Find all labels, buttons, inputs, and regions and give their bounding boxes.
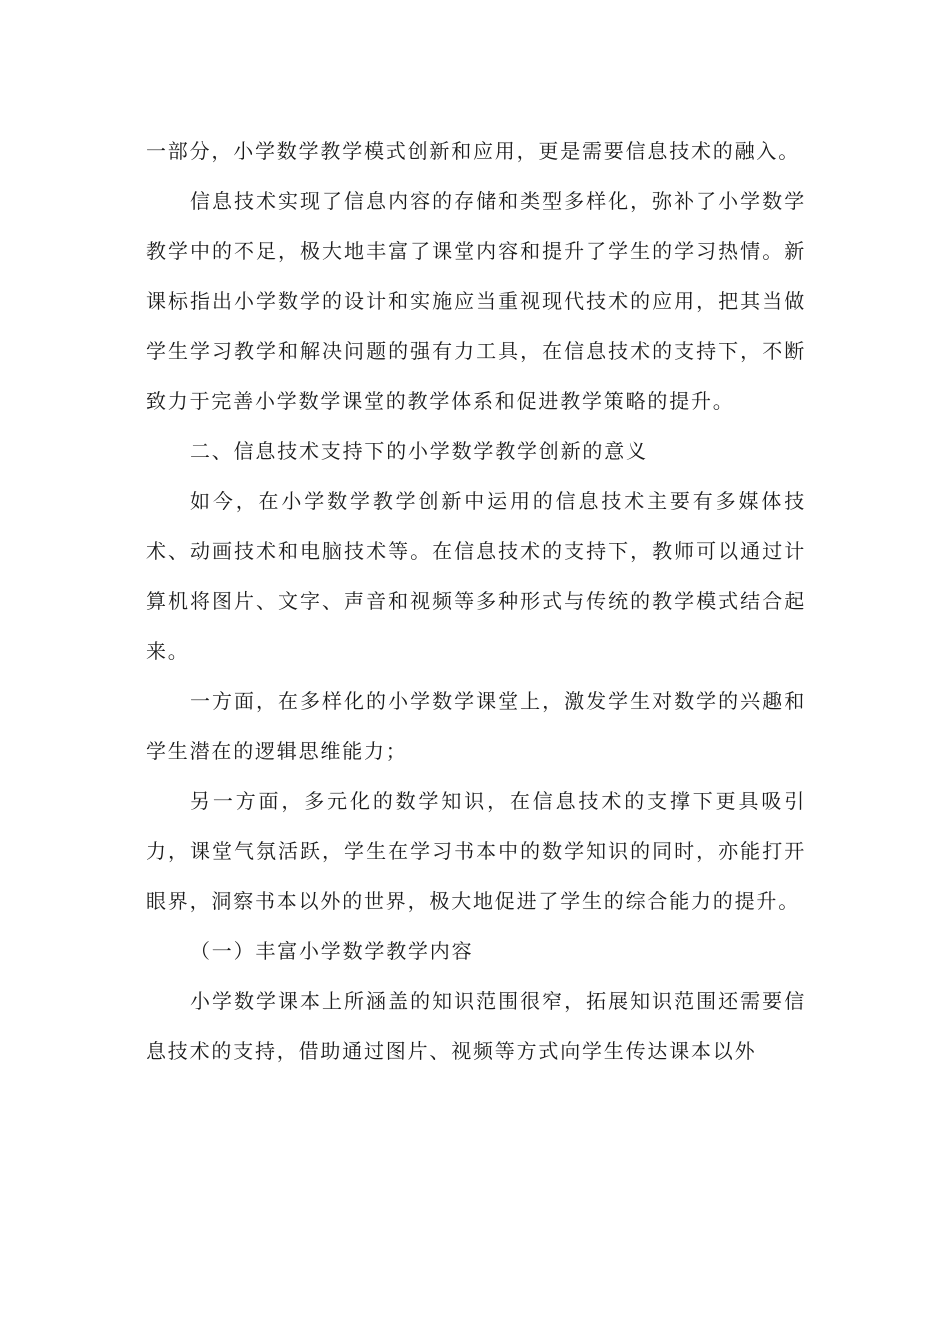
paragraph-one-hand: 一方面，在多样化的小学数学课堂上，激发学生对数学的兴趣和学生潜在的逻辑思维能力；: [146, 689, 806, 763]
section-heading-significance: 二、信息技术支持下的小学数学教学创新的意义: [190, 439, 648, 463]
paragraph-textbook-scope: 小学数学课本上所涵盖的知识范围很窄，拓展知识范围还需要信息技术的支持，借助通过图片、视频等方式向学生传达课本以外: [146, 989, 806, 1063]
subsection-heading-enrich-content: （一）丰富小学数学教学内容: [190, 939, 474, 963]
paragraph-other-hand: 另一方面，多元化的数学知识，在信息技术的支撑下更具吸引力，课堂气氛活跃，学生在学习书本中的数学知识的同时，亦能打开眼界，洞察书本以外的世界，极大地促进了学生的综合能力的提升。: [146, 789, 806, 913]
document-body: [146, 126, 806, 1076]
paragraph-tech-types: 如今，在小学数学教学创新中运用的信息技术主要有多媒体技术、动画技术和电脑技术等。在信息技术的支持下，教师可以通过计算机将图片、文字、声音和视频等多种形式与传统的教学模式结合起来。: [146, 489, 806, 663]
paragraph-continuation: 一部分，小学数学教学模式创新和应用，更是需要信息技术的融入。: [146, 139, 800, 163]
paragraph-info-tech-benefits: 信息技术实现了信息内容的存储和类型多样化，弥补了小学数学教学中的不足，极大地丰富了课堂内容和提升了学生的学习热情。新课标指出小学数学的设计和实施应当重视现代技术的应用，把其当做学生学习教学和解决问题的强有力工具，在信息技术的支持下，不断致力于完善小学数学课堂的教学体系和促进教学策略的提升。: [146, 189, 806, 413]
